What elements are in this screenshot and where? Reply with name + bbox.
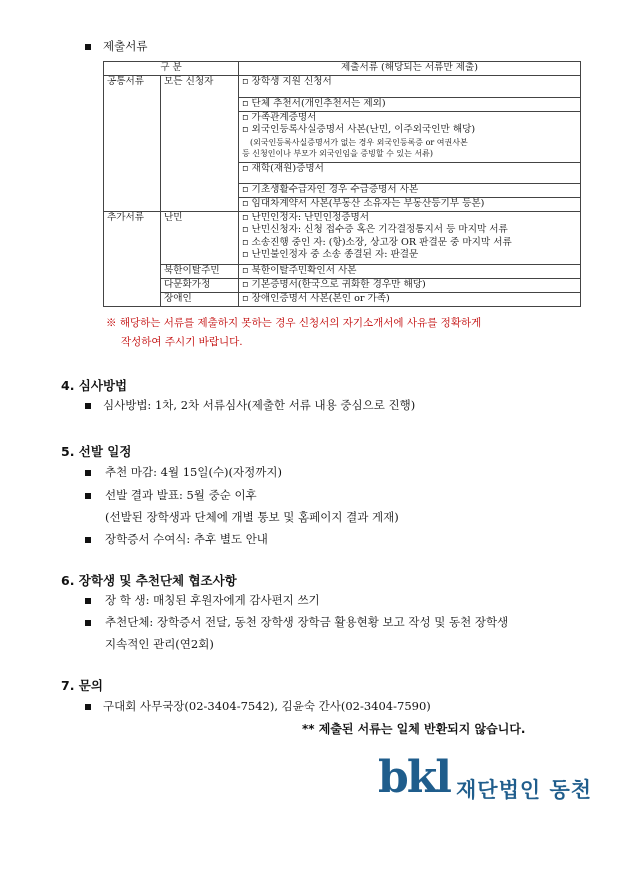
submission-warning-line2: 작성하여 주시기 바랍니다. xyxy=(121,336,243,348)
table-row xyxy=(104,292,581,306)
header-documents: 제출서류 (해당되는 서류만 제출) xyxy=(239,62,581,76)
foundation-name: 재단법인 동천 xyxy=(456,778,593,802)
section6-item2: 추천단체: 장학증서 전달, 동천 장학생 장학금 활용현황 보고 작성 및 동천 장학생 xyxy=(105,615,509,629)
doc-item: ▫ 장애인증명서 사본(본인 or 가족) xyxy=(239,292,581,306)
table-row xyxy=(104,211,581,264)
bullet-square-icon xyxy=(85,704,91,710)
applicant-refugee: 난민 xyxy=(161,211,239,264)
section7-title: 7. 문의 xyxy=(61,678,103,693)
doc-item: ▫ 임대차계약서 사본(부동산 소유자는 부동산등기부 등본) xyxy=(239,197,581,211)
doc-item: ▫ 장학생 지원 신청서 xyxy=(239,75,581,97)
applicant-disabled: 장애인 xyxy=(161,292,239,306)
bullet-square-icon xyxy=(85,537,91,543)
group-additional: 추가서류 xyxy=(104,211,161,306)
section6-item1: 장 학 생: 매칭된 후원자에게 감사편지 쓰기 xyxy=(105,593,320,607)
documents-table xyxy=(103,61,581,307)
doc-cell-refugee xyxy=(239,211,581,264)
bullet-square-icon xyxy=(85,403,91,409)
doc-subnote: 등 신청인이나 부모가 외국인임을 증빙할 수 있는 서류) xyxy=(242,148,433,158)
doc-item: ▫ 기본증명서(한국으로 귀화한 경우만 해당) xyxy=(239,278,581,292)
doc-item: ▫ 가족관계증명서 xyxy=(242,111,317,123)
doc-item: ▫ 단체 추천서(개인추천서는 제외) xyxy=(239,97,581,111)
doc-item: ▫ 난민신청자: 신청 접수증 혹은 기각결정통지서 등 마지막 서류 xyxy=(242,224,508,236)
bullet-square-icon xyxy=(85,598,91,604)
section4-item: 심사방법: 1차, 2차 서류심사(제출한 서류 내용 중심으로 진행) xyxy=(103,398,416,412)
doc-item: ▫ 난민불인정자 중 소송 종결된 자: 판결문 xyxy=(242,249,419,261)
bullet-square-icon xyxy=(85,493,91,499)
section5-item1: 추천 마감: 4월 15일(수)(자정까지) xyxy=(105,465,282,479)
submission-warning-line1: ※ 해당하는 서류를 제출하지 못하는 경우 신청서의 자기소개서에 사유를 정확하게 xyxy=(106,317,482,329)
bullet-square-icon xyxy=(85,44,91,50)
section5-item3: 장학증서 수여식: 추후 별도 안내 xyxy=(105,532,268,546)
doc-item: ▫ 난민인정자: 난민인정증명서 xyxy=(242,211,370,223)
group-common: 공통서류 xyxy=(104,75,161,211)
doc-item: ▫ 북한이탈주민확인서 사본 xyxy=(239,264,581,278)
applicant-multicultural: 다문화가정 xyxy=(161,278,239,292)
docs-section-title: 제출서류 xyxy=(103,39,148,53)
section5-title: 5. 선발 일정 xyxy=(61,444,132,459)
section6-item2-cont: 지속적인 관리(연2회) xyxy=(105,637,214,651)
bkl-logo-mark: bkl xyxy=(378,752,450,803)
table-row xyxy=(104,264,581,278)
section5-item2-sub: (선발된 장학생과 단체에 개별 통보 및 홈페이지 결과 게재) xyxy=(105,510,399,524)
doc-item: ▫ 외국인등록사실증명서 사본(난민, 이주외국인만 해당) xyxy=(242,124,476,136)
table-row xyxy=(104,278,581,292)
applicant-defector: 북한이탈주민 xyxy=(161,264,239,278)
bullet-square-icon xyxy=(85,470,91,476)
doc-item: ▫ 재학(재원)증명서 xyxy=(239,162,581,183)
section5-item2: 선발 결과 발표: 5월 중순 이후 xyxy=(105,488,257,502)
doc-item: ▫ 기초생활수급자인 경우 수급증명서 사본 xyxy=(239,183,581,197)
section6-title: 6. 장학생 및 추천단체 협조사항 xyxy=(61,573,237,588)
doc-cell-foreign xyxy=(239,111,581,162)
applicant-all: 모든 신청자 xyxy=(161,75,239,211)
table-header-row xyxy=(104,62,581,76)
doc-subnote: (외국인등록사실증명서가 없는 경우 외국인등록증 or 여권사본 xyxy=(250,137,468,147)
table-row xyxy=(104,75,581,97)
bullet-square-icon xyxy=(85,620,91,626)
header-category: 구 분 xyxy=(104,62,239,76)
doc-item: ▫ 소송진행 중인 자: (항)소장, 상고장 OR 판결문 중 마지막 서류 xyxy=(242,236,512,248)
non-return-notice: ** 제출된 서류는 일체 반환되지 않습니다. xyxy=(302,722,526,736)
contact-info: 구대회 사무국장(02-3404-7542), 김윤숙 간사(02-3404-7590) xyxy=(103,699,431,713)
section4-title: 4. 심사방법 xyxy=(61,378,128,393)
